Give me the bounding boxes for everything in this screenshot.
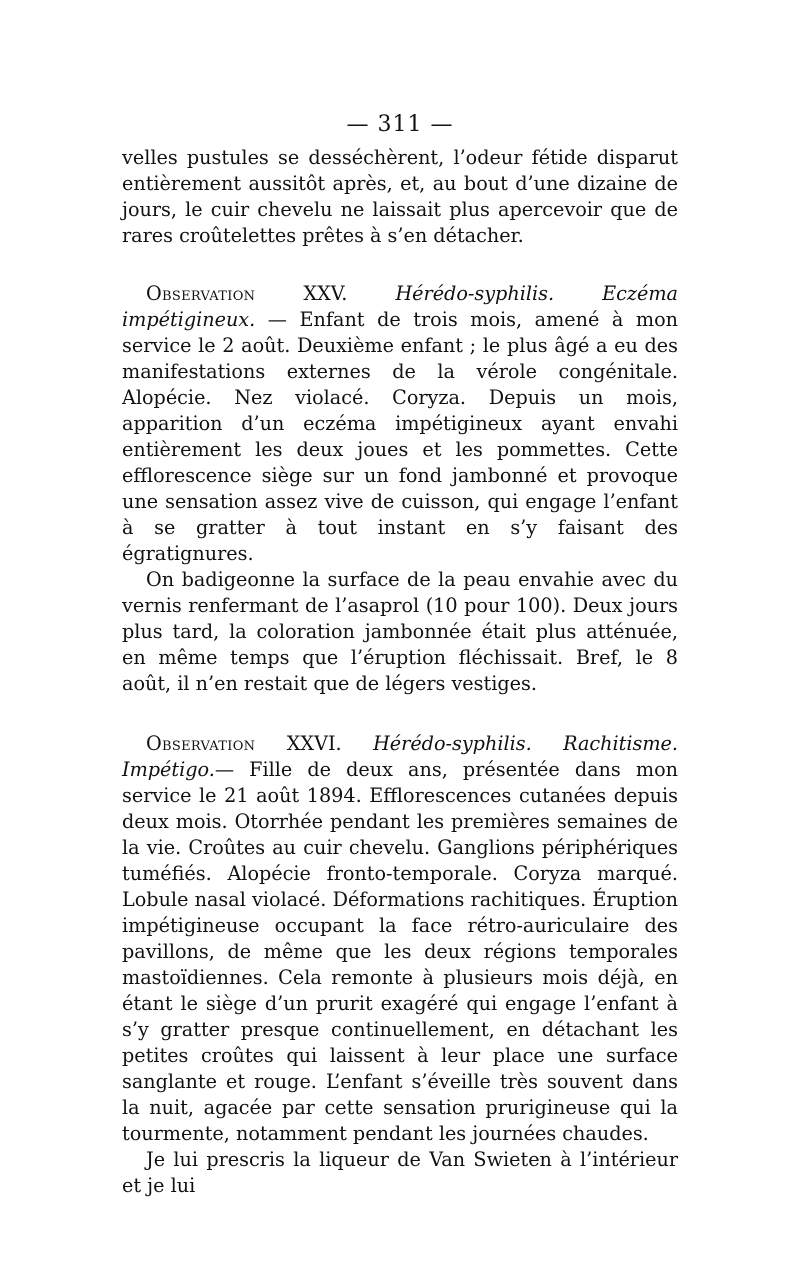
page-number: — 311 — <box>346 112 454 137</box>
observation-xxvi <box>122 731 678 1199</box>
observation-xxv-title: Hérédo-syphilis. Eczéma impétigineux. <box>122 282 678 331</box>
observation-xxv-dash: — <box>255 308 300 331</box>
observation-xxv-paragraph-2: On badigeonne la surface de la peau envahie avec du vernis renfermant de l’asaprol (10 pour 100). Deux jours plus tard, la coloration jambonnée était plus atténuée, en même temps que l’éruption fléchissait. Bref, le 8 août, il n’en restait que de légers vestiges. <box>122 568 678 695</box>
observation-xxv-body-1: Enfant de trois mois, amené à mon service le 2 août. Deuxième enfant ; le plus âgé a eu des manifestations externes de la vérole congénitale. Alopécie. Nez violacé. Coryza. Depuis un mois, apparition d’un eczéma impétigineux ayant envahi entièrement les deux joues et les pommettes. Cette efflorescence siège sur un fond jambonné et provoque une sensation assez vive de cuisson, qui engage l’enfant à se gratter à tout instant en s’y faisant des égratignures. <box>122 308 678 565</box>
observation-xxvi-number: XXVI. <box>286 732 342 755</box>
observation-xxv <box>122 281 678 697</box>
observation-xxvi-dash: — <box>214 758 250 781</box>
observation-xxvi-body-1: Fille de deux ans, présentée dans mon service le 21 août 1894. Efflorescences cutanées depuis deux mois. Otorrhée pendant les premières semaines de la vie. Croûtes au cuir chevelu. Ganglions périphériques tuméfiés. Alopécie fronto-temporale. Coryza marqué. Lobule nasal violacé. Déformations rachitiques. Éruption impétigineuse occupant la face rétro-auriculaire des pavillons, de même que les deux régions temporales mastoïdiennes. Cela remonte à plusieurs mois déjà, en étant le siège d’un prurit exagéré qui engage l’enfant à s’y gratter presque continuellement, en détachant les petites croûtes qui laissent à leur place une surface sanglante et rouge. L’enfant s’éveille très souvent dans la nuit, agacée par cette sensation prurigineuse qui la tourmente, notamment pendant les journées chaudes. <box>122 758 678 1145</box>
observation-xxvi-paragraph-2: Je lui prescris la liqueur de Van Swieten à l’intérieur et je lui <box>122 1148 678 1197</box>
observation-xxv-label: Observation <box>146 282 256 305</box>
observation-xxvi-label: Observation <box>146 732 256 755</box>
observation-xxv-number: XXV. <box>303 282 348 305</box>
observation-xxvi-paragraph-1 <box>122 731 678 1147</box>
observation-xxvi-title: Hérédo-syphilis. Rachitisme. Impétigo. <box>122 732 679 781</box>
opening-paragraph: velles pustules se desséchèrent, l’odeur fétide disparut entièrement aussitôt après, et, au bout d’une dizaine de jours, le cuir chevelu ne laissait plus apercevoir que de rares croûtelettes prêtes à s’en détacher. <box>122 146 678 247</box>
observation-xxv-paragraph-1 <box>122 281 678 567</box>
book-page <box>122 112 678 1199</box>
